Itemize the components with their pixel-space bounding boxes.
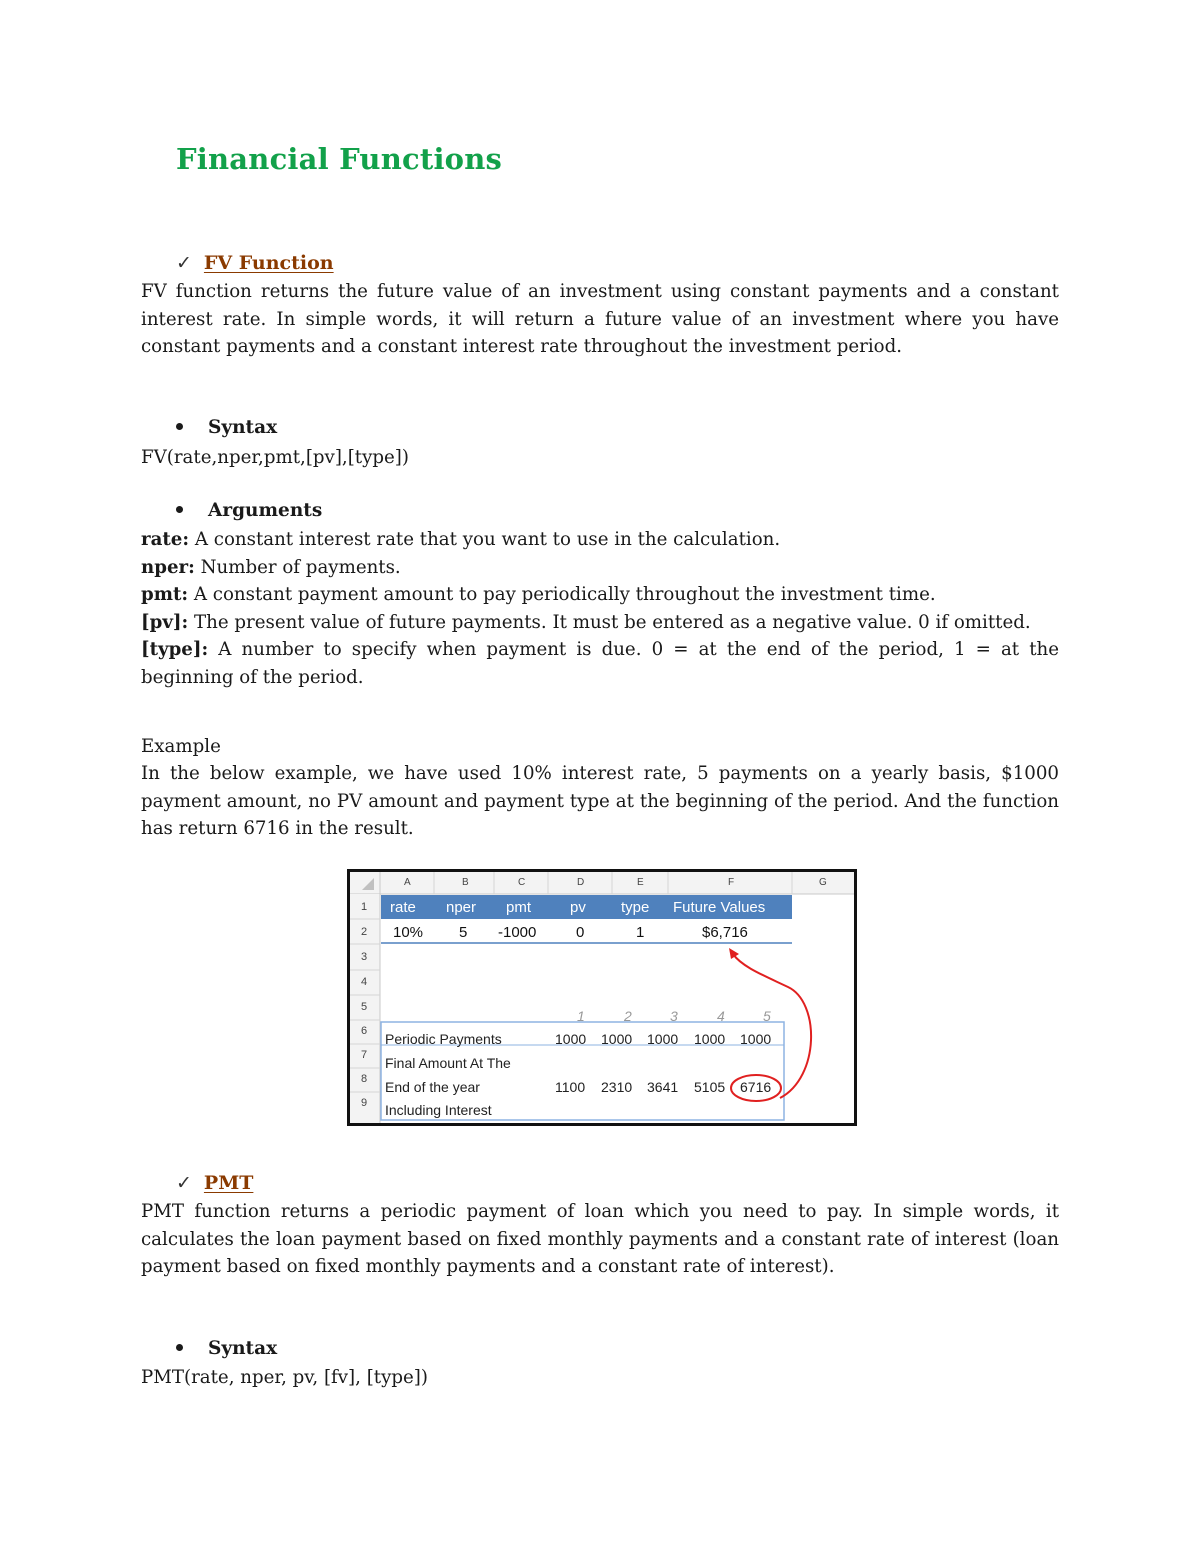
header-cell: pmt [506, 899, 532, 916]
periodic-payment-value: 1000 [740, 1031, 772, 1047]
final-amount-value: 2310 [601, 1079, 633, 1095]
argument-text: Number of payments. [194, 556, 401, 578]
argument-name: [pv]: [141, 611, 189, 633]
value-cell: $6,716 [702, 924, 748, 941]
final-amount-value: 5105 [694, 1079, 726, 1095]
period-number: 3 [670, 1008, 678, 1024]
argument-name: rate: [141, 529, 190, 550]
column-letter: F [728, 877, 735, 888]
bullet-icon [176, 1344, 183, 1351]
example-label: Example [141, 736, 221, 757]
row-number: 9 [361, 1097, 368, 1109]
header-cell: type [621, 899, 650, 916]
argument-name: [type]: [141, 639, 209, 660]
column-letter: E [637, 877, 644, 888]
column-letter: G [819, 877, 827, 888]
value-cell: 1 [636, 924, 645, 941]
argument-text: A constant interest rate that you want to use in the calculation. [189, 529, 781, 550]
fv-syntax-text: FV(rate,nper,pmt,[pv],[type]) [141, 447, 409, 468]
header-cell: Future Values [673, 899, 766, 916]
value-cell: -1000 [498, 924, 537, 941]
fv-syntax-heading: Syntax [208, 417, 278, 438]
period-number: 2 [624, 1008, 632, 1024]
pmt-syntax-bullet [176, 1338, 277, 1359]
argument-item [141, 609, 1059, 637]
column-letter: D [577, 877, 585, 888]
row-number: 7 [361, 1049, 368, 1061]
row-number: 3 [361, 951, 368, 963]
period-number: 1 [577, 1008, 585, 1024]
periodic-payment-value: 1000 [601, 1031, 633, 1047]
row-number: 2 [361, 926, 368, 938]
header-cell: pv [570, 899, 586, 916]
periodic-payment-value: 1000 [647, 1031, 679, 1047]
final-amount-value: 1100 [555, 1079, 586, 1095]
fv-description: FV function returns the future value of an investment using constant payments and a constant interest rate. In simple words, it will return a future value of an investment where you have constant payments and a constant interest rate throughout the investment period. [141, 281, 1059, 357]
row-number: 5 [361, 1001, 368, 1013]
fv-syntax-bullet [176, 417, 277, 438]
column-letter: A [404, 877, 411, 888]
fv-arguments-bullet [176, 500, 322, 521]
final-amount-label-line: End of the year [385, 1079, 480, 1095]
page-title: Financial Functions [176, 142, 503, 176]
argument-item [141, 526, 1059, 554]
header-cell: rate [390, 899, 416, 916]
row-number: 4 [361, 976, 368, 988]
column-letter: C [518, 877, 526, 888]
value-cell: 10% [393, 924, 424, 941]
final-amount-value: 3641 [647, 1079, 679, 1095]
pmt-section-heading [176, 1172, 253, 1194]
value-cell: 0 [576, 924, 585, 941]
argument-item [141, 581, 1059, 609]
fv-arguments-list [141, 526, 1059, 691]
periodic-payments-label: Periodic Payments [385, 1031, 502, 1047]
pmt-description: PMT function returns a periodic payment of loan which you need to pay. In simple words, it calculates the loan payment based on fixed monthly payments and a constant rate of interest (loan payment based on fixed monthly payments and a constant rate of interest). [141, 1201, 1059, 1277]
pmt-heading-label: PMT [203, 1172, 254, 1194]
pmt-syntax-text: PMT(rate, nper, pv, [fv], [type]) [141, 1367, 428, 1388]
fv-heading-label: FV Function [203, 252, 334, 274]
example-text: In the below example, we have used 10% interest rate, 5 payments on a yearly basis, $1000 payment amount, no PV amount and payment type at the beginning of the period. And the function has return 6716 in the result. [141, 763, 1059, 839]
fv-arguments-heading: Arguments [208, 500, 323, 521]
value-cell: 5 [459, 924, 468, 941]
period-number: 5 [763, 1008, 771, 1024]
argument-text: A number to specify when payment is due. 0 = at the end of the period, 1 = at the beginning of the period. [141, 639, 1059, 688]
row-number: 8 [361, 1073, 368, 1085]
checkmark-icon: ✓ [176, 1172, 192, 1194]
final-amount-value: 6716 [740, 1079, 772, 1095]
periodic-payment-value: 1000 [694, 1031, 726, 1047]
periodic-payment-value: 1000 [555, 1031, 587, 1047]
argument-item [141, 554, 1059, 582]
final-amount-label-line: Final Amount At The [385, 1055, 511, 1071]
argument-text: A constant payment amount to pay periodically throughout the investment time. [188, 584, 936, 605]
checkmark-icon: ✓ [176, 252, 192, 274]
row-number: 1 [361, 901, 368, 913]
argument-name: pmt: [141, 584, 189, 605]
spreadsheet-example-image [347, 869, 857, 1126]
bullet-icon [176, 506, 183, 513]
bullet-icon [176, 423, 183, 430]
final-amount-label-line: Including Interest [385, 1102, 492, 1118]
fv-section-heading [176, 252, 334, 274]
argument-text: The present value of future payments. It must be entered as a negative value. 0 if omitted. [188, 611, 1031, 633]
row-number: 6 [361, 1025, 368, 1037]
column-letter: B [462, 877, 469, 888]
argument-name: nper: [141, 556, 195, 578]
header-cell: nper [446, 899, 477, 916]
pmt-syntax-heading: Syntax [208, 1338, 278, 1359]
argument-item [141, 636, 1059, 691]
period-number: 4 [717, 1008, 725, 1024]
